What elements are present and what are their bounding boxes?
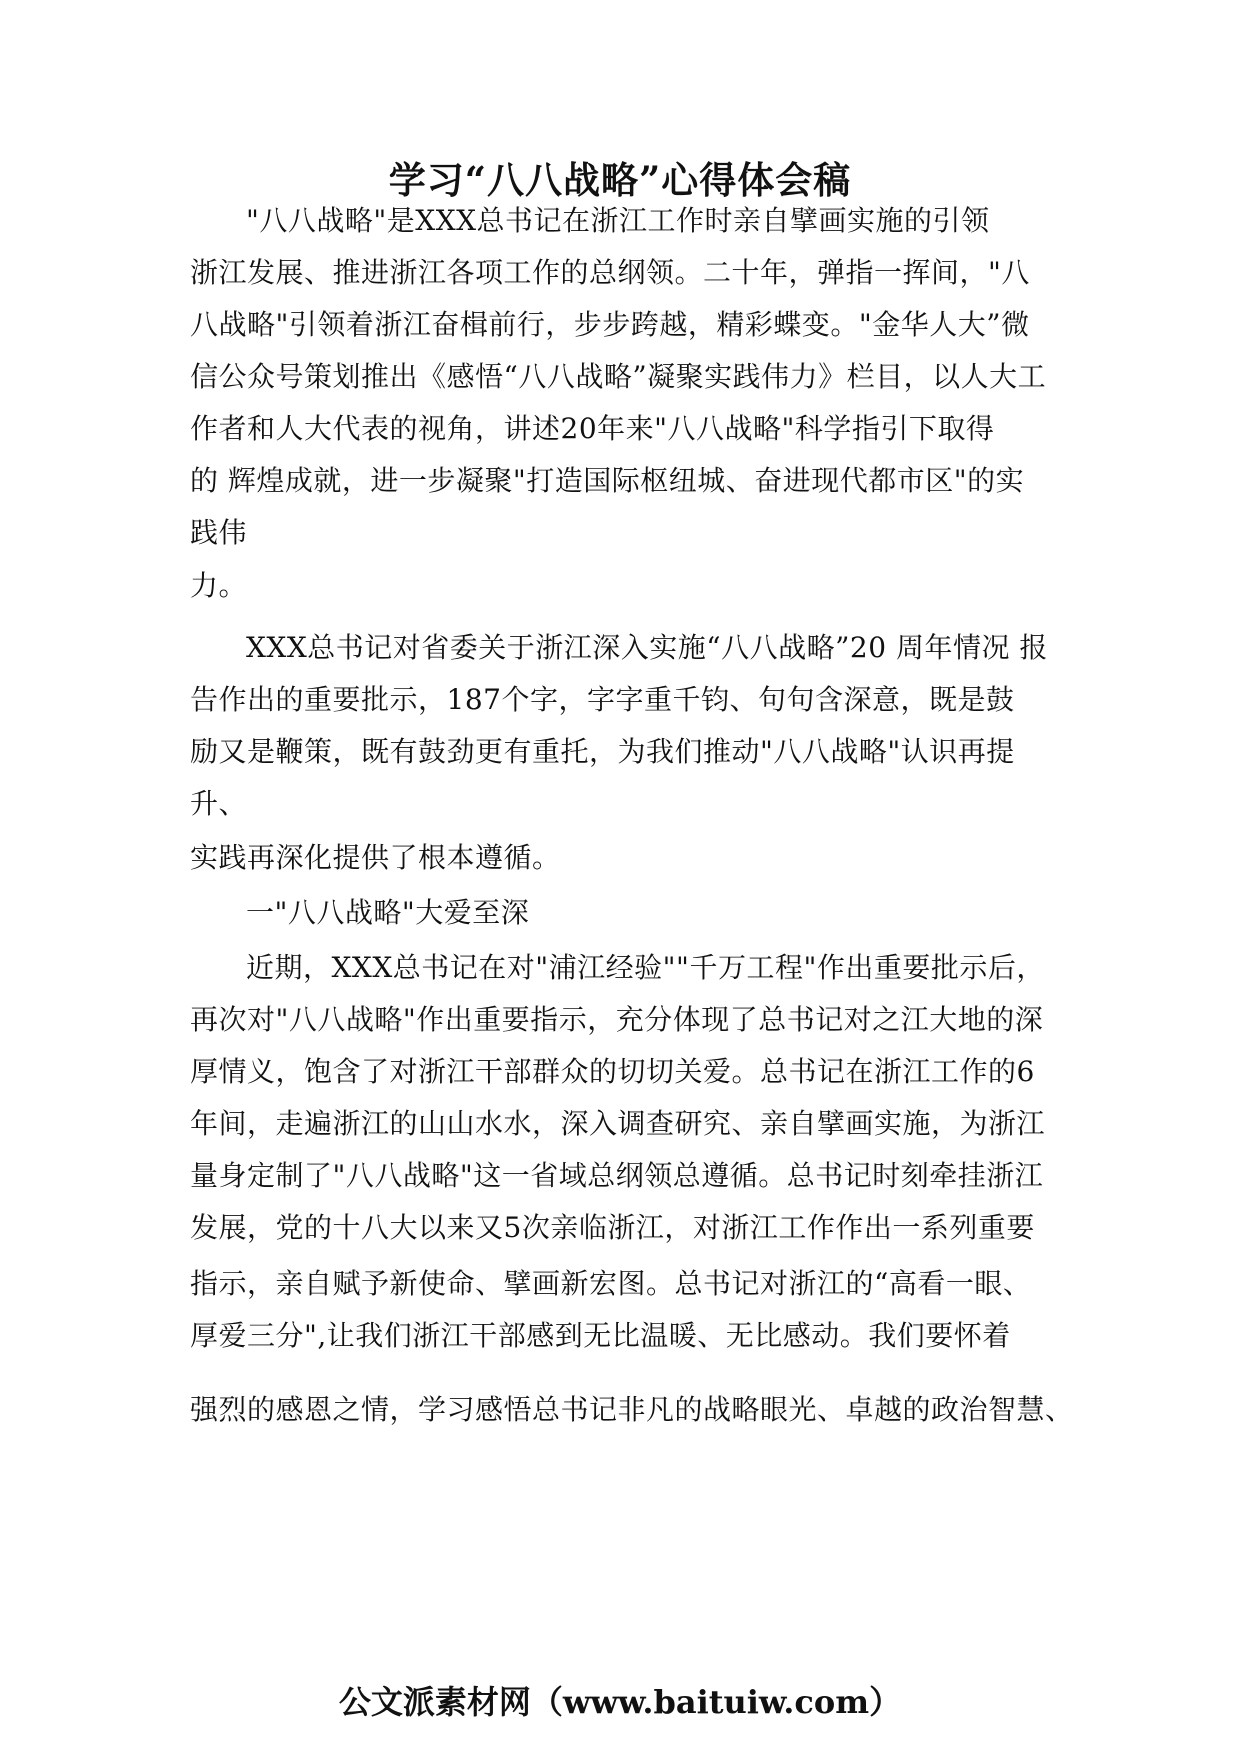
paragraph-line: 励又是鞭策，既有鼓劲更有重托，为我们推动"八八战略"认识再提 <box>190 735 1015 768</box>
paragraph-line: 的 辉煌成就，进一步凝聚"打造国际枢纽城、奋进现代都市区"的实 <box>190 464 1025 497</box>
paragraph-line: 告作出的重要批示，187个字，字字重千钧、句句含深意，既是鼓 <box>190 683 1015 716</box>
paragraph-line: 发展，党的十八大以来又5次亲临浙江，对浙江工作作出一系列重要 <box>190 1211 1035 1244</box>
section-heading: 一"八八战略"大爱至深 <box>246 896 530 929</box>
paragraph-line: 升、 <box>190 787 248 820</box>
paragraph-line: 实践再深化提供了根本遵循。 <box>190 841 561 874</box>
paragraph-line: 再次对"八八战略"作出重要指示，充分体现了总书记对之江大地的深 <box>190 1003 1044 1036</box>
paragraph-line: 厚爱三分",让我们浙江干部感到无比温暖、无比感动。我们要怀着 <box>190 1319 1011 1352</box>
paragraph-line: 近期，XXX总书记在对"浦江经验""千万工程"作出重要批示后， <box>246 951 1045 984</box>
document-title: 学习“八八战略”心得体会稿 <box>388 158 852 202</box>
paragraph-line: "八八战略"是XXX总书记在浙江工作时亲自擘画实施的引领 <box>246 204 990 237</box>
paragraph-line: 强烈的感恩之情，学习感悟总书记非凡的战略眼光、卓越的政治智慧、 <box>190 1393 1074 1426</box>
paragraph-line: 信公众号策划推出《感悟“八八战略”凝聚实践伟力》栏目，以人大工 <box>190 360 1047 393</box>
paragraph-line: 指示，亲自赋予新使命、擘画新宏图。总书记对浙江的“高看一眼、 <box>190 1267 1032 1300</box>
paragraph-line: 浙江发展、推进浙江各项工作的总纲领。二十年，弹指一挥间，"八 <box>190 256 1030 289</box>
paragraph-line: 厚情义，饱含了对浙江干部群众的切切关爱。总书记在浙江工作的6 <box>190 1055 1035 1088</box>
paragraph-line: 践伟 <box>190 516 248 549</box>
paragraph-line: 量身定制了"八八战略"这一省域总纲领总遵循。总书记时刻牵挂浙江 <box>190 1159 1044 1192</box>
paragraph-line: 作者和人大代表的视角，讲述20年来"八八战略"科学指引下取得 <box>190 412 995 445</box>
paragraph-line: 力。 <box>190 569 248 602</box>
paragraph-line: 八战略"引领着浙江奋楫前行，步步跨越，精彩蝶变。"金华人大”微 <box>190 308 1030 341</box>
paragraph-line: XXX总书记对省委关于浙江深入实施“八八战略”20 周年情况 报 <box>246 631 1048 664</box>
footer-watermark: 公文派素材网（www.baituiw.com） <box>338 1683 902 1721</box>
paragraph-line: 年间，走遍浙江的山山水水，深入调查研究、亲自擘画实施，为浙江 <box>190 1107 1046 1140</box>
